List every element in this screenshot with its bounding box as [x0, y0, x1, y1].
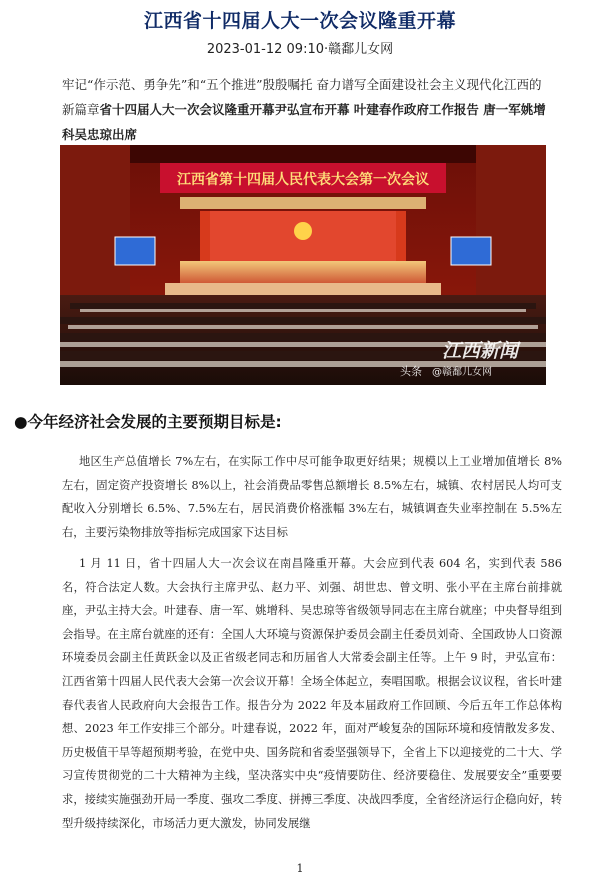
section-heading: ●今年经济社会发展的主要预期目标是:	[14, 413, 282, 431]
paragraph-targets: 地区生产总值增长 7%左右，在实际工作中尽可能争取更好结果；规模以上工业增加值增长 8%左右，固定资产投资增长 8%以上，社会消费品零售总额增长 8.5%左右，城镇、农村居民人均可支配收入分别增长 6.5%、7.5%左右，居民消费价格涨幅 3%左右，城镇调查失业率控制在 5.5%左右，主要污染物排放等指标完成国家下达目标	[62, 455, 562, 539]
meeting-hall-image	[60, 145, 546, 385]
banner-text: 江西省第十四届人民代表大会第一次会议	[177, 172, 429, 188]
article-meta	[0, 38, 600, 57]
watermark-platform: 头条	[400, 365, 422, 378]
meta-separator: ·	[324, 42, 329, 57]
paragraph-opening: 1 月 11 日，省十四届人大一次会议在南昌隆重开幕。大会应到代表 604 名，实到代表 586 名，符合法定人数。大会执行主席尹弘、赵力平、刘强、胡世忠、曾文明、张小平在主席台前排就座，尹弘主持大会。叶建春、唐一军、姚增科、吴忠琼等省级领导同志在主席台就座；中央督导组到会指导。在主席台就座的还有：全国人大环境与资源保护委员会副主任委员刘奇、全国政协人口资源环境委员会副主任黄跃金以及正省级老同志和历届省人大常委会副主任等。上午 9 时，尹弘宣布：江西省第十四届人民代表大会第一次会议开幕！全场全体起立，奏唱国歌。根据会议议程，省长叶建春代表省人民政府向大会报告工作。报告分为 2022 年及本届政府工作回顾、今后五年工作总体构想、2023 年工作安排三个部分。叶建春说，2022 年，面对严峻复杂的国际环境和疫情散发多发、历史极值干旱等超预期考验，在党中央、国务院和省委坚强领导下，全省上下以迎接党的二十大、学习宣传贯彻党的二十大精神为主线，坚决落实中央“疫情要防住、经济要稳住、发展要安全”重要要求，接续实施强劲开局一季度、强攻二季度、拼搏三季度、决战四季度，全省经济运行企稳向好，转型升级持续深化，市场活力更大激发，协同发展继	[62, 557, 562, 830]
watermark-handle: @赣鄱儿女网	[432, 367, 492, 378]
lead-text: 牢记“作示范、勇争先”和“五个推进”殷殷嘱托 奋力谱写全面建设社会主义现代化江西的新篇章	[62, 77, 542, 117]
source-name: 赣鄱儿女网	[328, 42, 394, 57]
article-lead	[62, 72, 552, 147]
article-title: 江西省十四届人大一次会议隆重开幕	[143, 10, 456, 32]
publish-date: 2023-01-12 09:10	[206, 42, 324, 57]
meeting-photo	[60, 145, 546, 385]
lead-bold-text: 省十四届人大一次会议隆重开幕尹弘宣布开幕 叶建春作政府工作报告 唐一军姚增科吴忠琼出席	[62, 102, 546, 142]
watermark-brand: 江西新闻	[442, 340, 519, 362]
page-number: 1	[296, 862, 304, 875]
